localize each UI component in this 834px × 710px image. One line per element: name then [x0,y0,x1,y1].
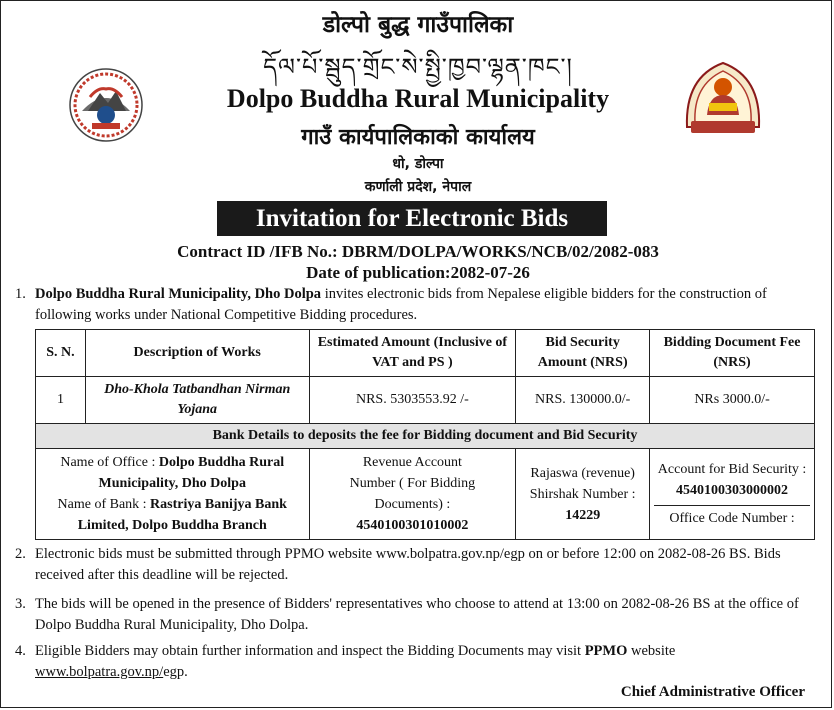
cell-document-fee: NRs 3000.0/- [650,377,815,424]
bolpatra-link[interactable]: www.bolpatra.gov.np/ [35,664,164,680]
paragraph-text: invites electronic bids from Nepalese eligible bidders for the construction of following works under National Competitive Bidding procedures. [35,286,767,323]
location-line-2: कर्णाली प्रदेश, नेपाल [364,179,472,195]
paragraph-number: 2. [15,546,26,562]
paragraph-number: 1. [15,286,26,302]
english-municipality-name: Dolpo Buddha Rural Municipality [226,84,610,113]
bid-security-account-label: Account for Bid Security : [657,462,807,477]
office-value: Dolpo Buddha Rural Municipality, Dho Dolpa [98,455,285,491]
paragraph-text: Eligible Bidders may obtain further information and inspect the Bidding Documents may visit [35,643,585,659]
paragraph-text: Electronic bids must be submitted through PPMO website www.bolpatra.gov.np/egp on or before 12:00 on 2082-08-26 BS. Bids received after this deadline will be rejected. [35,546,781,583]
header-sn: S. N. [36,330,86,377]
bank-details-row [36,449,815,540]
paragraph-text: egp. [163,664,188,680]
nepali-municipality-name: डोल्पो बुद्ध गाउँपालिका [322,12,514,38]
paragraph-number: 4. [15,643,26,659]
paragraph-3 [15,594,815,636]
bid-security-account-cell [650,449,815,540]
rajaswa-label: Rajaswa (revenue) Shirshak Number : [529,465,636,502]
notice-title-banner: Invitation for Electronic Bids [217,201,607,236]
header-estimated-amount: Estimated Amount (Inclusive of VAT and PS ) [309,330,516,377]
header-bid-security: Bid Security Amount (NRS) [516,330,650,377]
paragraph-2 [15,544,815,586]
bank-details-heading: Bank Details to deposits the fee for Bidding document and Bid Security [36,424,815,449]
paragraph-number: 3. [15,596,26,612]
cell-bid-security: NRS. 130000.0/- [516,377,650,424]
revenue-account-number: 4540100301010002 [356,518,469,533]
paragraph-text: website [627,643,676,659]
bank-value: Rastriya Banijya Bank Limited, Dolpo Buddha Branch [77,497,287,533]
paragraph-4 [15,641,815,683]
tibetan-municipality-name: དོལ་པོ་སྦུད་གྲོང་སེ་སྤྱི་ཁྱབ་ལྷན་ཁང་། [263,53,573,81]
rajaswa-number: 14229 [565,507,601,523]
works-table [35,329,815,540]
contract-id: Contract ID /IFB No.: DBRM/DOLPA/WORKS/NCB/02/2082-083 [177,242,659,261]
office-code-label: Office Code Number : [654,505,810,529]
publication-date: Date of publication:2082-07-26 [306,263,530,282]
office-label: Name of Office : [60,455,159,470]
cell-estimated-amount: NRS. 5303553.92 /- [309,377,516,424]
bank-details-heading-row [36,424,815,449]
bid-security-account-number: 4540100303000002 [676,483,789,498]
cell-description: Dho-Khola Tatbandhan Nirman Yojana [85,377,309,424]
revenue-account-cell [309,449,516,540]
ppmo-label: PPMO [584,643,628,659]
signature-title: Chief Administrative Officer [620,684,805,700]
location-line-1: धो, डोल्पा [392,156,444,172]
bank-names-cell [36,449,310,540]
table-row [36,377,815,424]
paragraph-text: The bids will be opened in the presence of Bidders' representatives who choose to attend at 13:00 on 2082-08-26 BS at the office of Dolpo Buddha Rural Municipality, Dho Dolpa. [35,596,799,633]
paragraph-1 [15,284,815,326]
rajaswa-cell [516,449,650,540]
revenue-account-label: Revenue Account Number ( For Bidding Documents) : [349,455,476,512]
table-header-row [36,330,815,377]
header-description: Description of Works [85,330,309,377]
header-document-fee: Bidding Document Fee (NRS) [650,330,815,377]
office-name-nepali: गाउँ कार्यपालिकाको कार्यालय [301,125,535,150]
bidder-organization: Dolpo Buddha Rural Municipality, Dho Dolpa [35,286,322,302]
bank-label: Name of Bank : [57,497,151,512]
cell-sn: 1 [36,377,86,424]
